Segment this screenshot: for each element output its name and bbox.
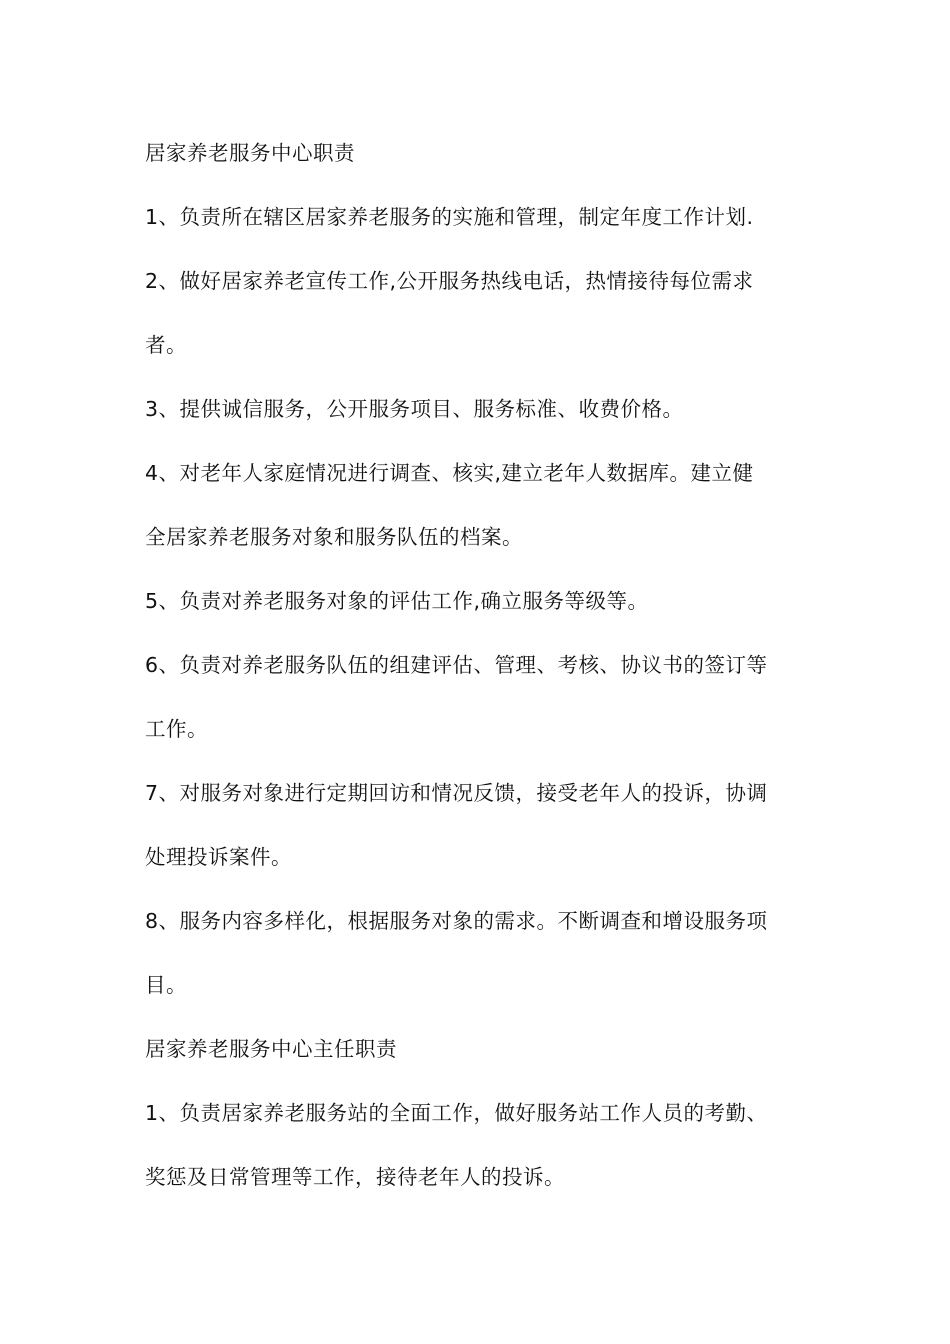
- duty-item-1: 1、负责所在辖区居家养老服务的实施和管理，制定年度工作计划.: [145, 205, 754, 229]
- duty-item-3: 3、提供诚信服务，公开服务项目、服务标准、收费价格。: [145, 397, 684, 421]
- duty-item-8: 8、服务内容多样化，根据服务对象的需求。不断调查和增设服务项: [145, 909, 768, 933]
- duty-item-2: 2、做好居家养老宣传工作,公开服务热线电话，热情接待每位需求: [145, 269, 754, 293]
- director-duty-item-1: 1、负责居家养老服务站的全面工作，做好服务站工作人员的考勤、: [145, 1101, 768, 1125]
- director-duty-item-1-continued: 奖惩及日常管理等工作，接待老年人的投诉。: [145, 1165, 565, 1189]
- duty-item-4-continued: 全居家养老服务对象和服务队伍的档案。: [145, 525, 523, 549]
- duty-item-6-continued: 工作。: [145, 717, 208, 741]
- duty-item-4: 4、对老年人家庭情况进行调查、核实,建立老年人数据库。建立健: [145, 461, 754, 485]
- duty-item-7-continued: 处理投诉案件。: [145, 845, 292, 869]
- duty-item-8-continued: 目。: [145, 973, 187, 997]
- duty-item-5: 5、负责对养老服务对象的评估工作,确立服务等级等。: [145, 589, 649, 613]
- section-heading: 居家养老服务中心主任职责: [145, 1037, 397, 1061]
- duty-item-6: 6、负责对养老服务队伍的组建评估、管理、考核、协议书的签订等: [145, 653, 768, 677]
- duty-item-2-continued: 者。: [145, 333, 187, 357]
- section-heading: 居家养老服务中心职责: [145, 141, 355, 165]
- duty-item-7: 7、对服务对象进行定期回访和情况反馈，接受老年人的投诉，协调: [145, 781, 768, 805]
- document-body: [145, 131, 810, 1219]
